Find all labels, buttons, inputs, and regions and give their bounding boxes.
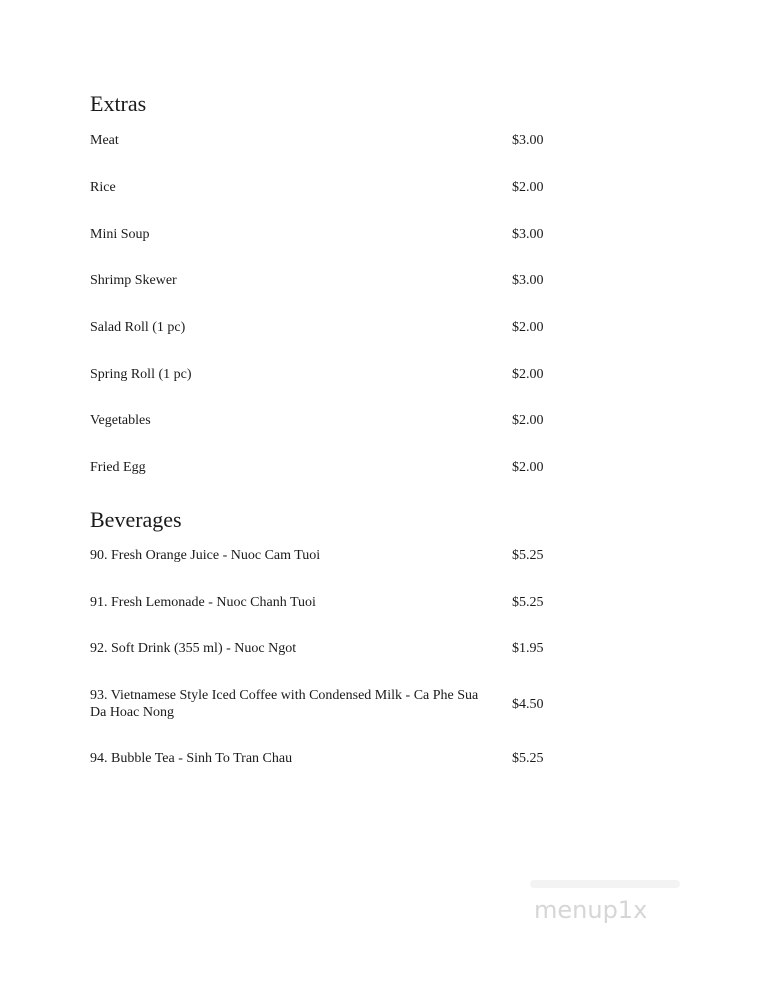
item-name: Fried Egg [90, 460, 146, 475]
menu-item [90, 366, 560, 383]
item-price: $2.00 [512, 367, 544, 382]
item-name: 93. Vietnamese Style Iced Coffee with Condensed Milk - Ca Phe Sua Da Hoac Nong [90, 688, 479, 720]
section-title-beverages: Beverages [90, 507, 182, 532]
item-name: 92. Soft Drink (355 ml) - Nuoc Ngot [90, 641, 297, 656]
item-price: $2.00 [512, 320, 544, 335]
item-name: Salad Roll (1 pc) [90, 320, 186, 335]
item-price: $5.25 [512, 548, 544, 563]
menu-item [90, 412, 560, 429]
item-name: Vegetables [90, 413, 151, 428]
watermark-logo: menup1x [534, 896, 648, 924]
item-name: 91. Fresh Lemonade - Nuoc Chanh Tuoi [90, 595, 316, 610]
item-price: $2.00 [512, 460, 544, 475]
menu-item [90, 179, 560, 196]
item-price: $3.00 [512, 227, 544, 242]
menu-item [90, 226, 560, 243]
item-name: Shrimp Skewer [90, 273, 177, 288]
watermark-decoration [530, 880, 680, 888]
menu-item [90, 750, 560, 767]
menu-item [90, 272, 560, 289]
item-price: $5.25 [512, 595, 544, 610]
item-price: $2.00 [512, 413, 544, 428]
item-price: $4.50 [512, 696, 544, 712]
menu-item [90, 459, 560, 476]
item-price: $5.25 [512, 751, 544, 766]
menu-item [90, 687, 560, 721]
item-name: Rice [90, 180, 116, 195]
item-name: 90. Fresh Orange Juice - Nuoc Cam Tuoi [90, 548, 321, 563]
menu-item [90, 132, 560, 149]
menu-item [90, 594, 560, 611]
item-name: Meat [90, 133, 119, 148]
menu-item [90, 547, 560, 564]
item-price: $2.00 [512, 180, 544, 195]
item-price: $3.00 [512, 133, 544, 148]
item-name: Mini Soup [90, 227, 150, 242]
menu-item [90, 640, 560, 657]
item-price: $3.00 [512, 273, 544, 288]
item-name: Spring Roll (1 pc) [90, 367, 192, 382]
item-price: $1.95 [512, 641, 544, 656]
menu-item [90, 319, 560, 336]
item-name: 94. Bubble Tea - Sinh To Tran Chau [90, 751, 293, 766]
section-title-extras: Extras [90, 91, 147, 116]
